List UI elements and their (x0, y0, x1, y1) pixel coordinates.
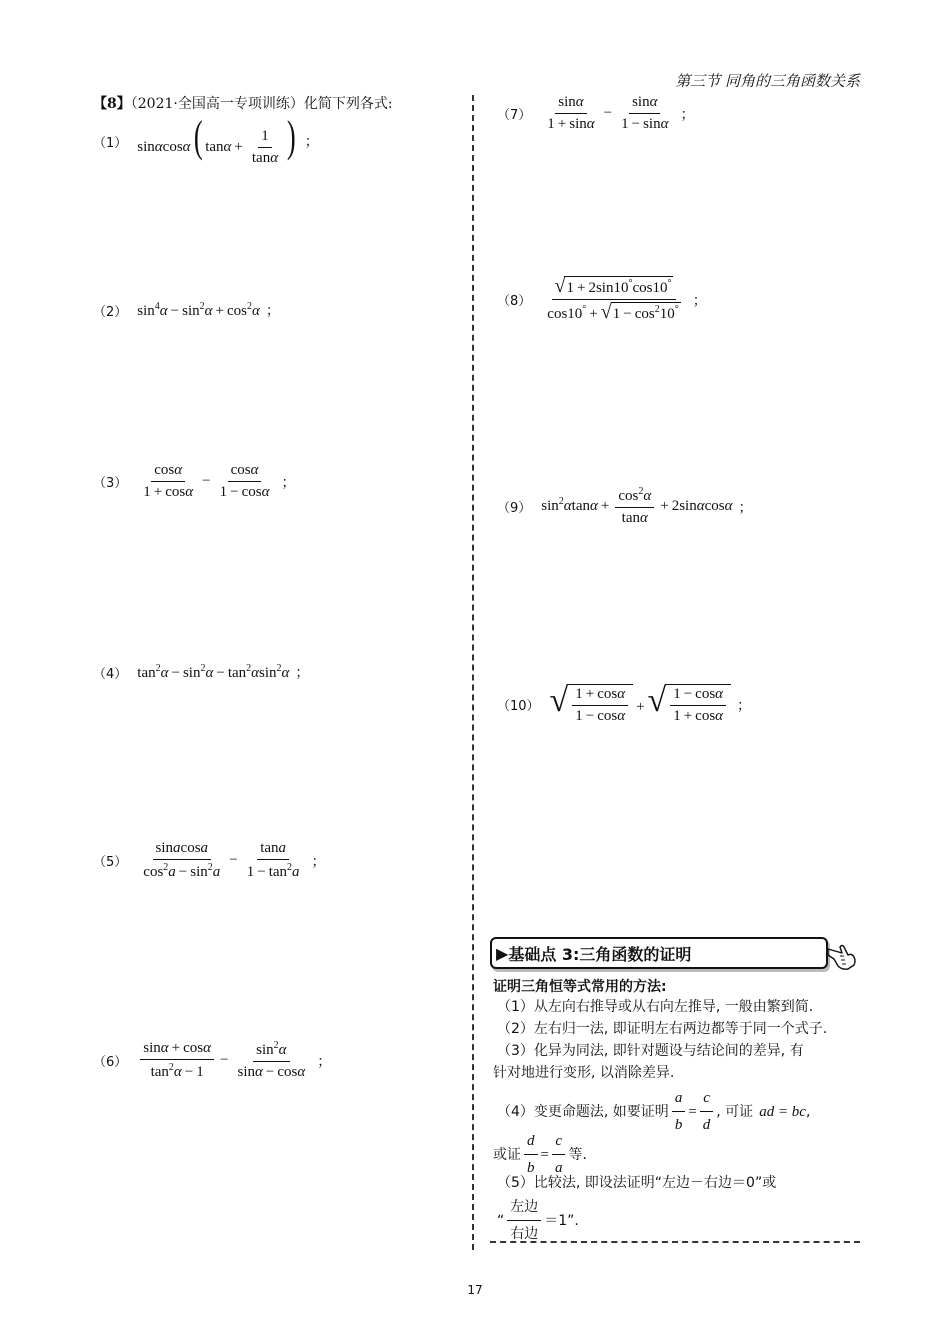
problem-heading (93, 93, 393, 113)
method-4-cont: 或证 $\frac{d}{b}$ = $\frac{c}{a}$ 等. (493, 1130, 587, 1179)
exercise-6: （6） $\frac{\sin\alpha + \cos\alpha}{\tan^2\alpha - 1}$ − $\frac{\sin^2\alpha}{\sin\alpha - \cos\alpha}$ ； (93, 1040, 332, 1080)
exercise-1: （1） sinαcosα( tanα + $\frac{1}{\tan\alpha}$ ) ； (93, 112, 319, 167)
exercise-3: （3） $\frac{\cos\alpha}{1 + \cos\alpha}$ − $\frac{\cos\alpha}{1 - \cos\alpha}$ ； (93, 462, 296, 500)
method-1: （1）从左向右推导或从右向左推导, 一般由繁到简. (497, 999, 814, 1015)
exercise-label: （6） (93, 1055, 128, 1070)
exercise-label: （4） (93, 666, 128, 682)
exercise-label: （8） (497, 294, 532, 309)
formula: $\sin^2\alpha\tan\alpha$ + $\frac{\cos^2\alpha}{\tan\alpha}$ + 2sinαcosα (541, 486, 733, 526)
formula: $\frac{\sin\alpha}{1 + \sin\alpha}$ − $\frac{\sin\alpha}{1 - \sin\alpha}$ (547, 94, 669, 132)
problem-instruction: 化简下列各式: (303, 96, 393, 112)
formula: $\frac{\sin\alpha + \cos\alpha}{\tan^2\alpha - 1}$ − $\frac{\sin^2\alpha}{\sin\alpha - \cos\alpha}$ (137, 1040, 311, 1081)
exercise-label: （9） (497, 501, 532, 516)
method-3: （3）化异为同法, 即针对题设与结论间的差异, 有 (497, 1043, 804, 1059)
exercise-label: （3） (93, 476, 128, 491)
section-header: 第三节 同角的三角函数关系 (675, 72, 860, 90)
exercise-5: （5） $\frac{\text{sinacosa}}{\cos^2a - \sin^2a}$ − $\frac{\tan a}{1 - \tan^2a}$ ； (93, 840, 326, 880)
exercise-7: （7） $\frac{\sin\alpha}{1 + \sin\alpha}$ − $\frac{\sin\alpha}{1 - \sin\alpha}$ ； (497, 94, 695, 132)
exercise-label: （1） (93, 135, 128, 151)
pointing-hand-icon (826, 941, 860, 971)
exercise-label: （5） (93, 855, 128, 870)
column-divider (472, 95, 474, 1250)
formula: $\frac{\cos\alpha}{1 + \cos\alpha}$ − $\frac{\cos\alpha}{1 - \cos\alpha}$ (143, 462, 270, 500)
section-title-box (490, 937, 828, 969)
formula: $\frac{\text{sinacosa}}{\cos^2a - \sin^2a}$ − $\frac{\tan a}{1 - \tan^2a}$ (143, 840, 300, 880)
section-bottom-divider (490, 1241, 860, 1243)
formula: sinαcosα( tanα + $\frac{1}{\tan\alpha}$ ) (137, 112, 296, 167)
method-5: （5）比较法, 即设法证明“左边－右边＝0”或 (497, 1175, 777, 1191)
exercise-label: （7） (497, 108, 532, 123)
exercise-2: （2） $\sin^4\alpha - \sin^2\alpha + \cos^2\alpha$ ； (93, 300, 280, 320)
exercise-8: （8） √ 1 + 2sin10°cos10° cos10° + √ $1 - \cos^210^\circ$ ； (497, 275, 707, 323)
formula: √ 1 + 2sin10°cos10° cos10° + √ $1 - \cos^210^\circ$ (547, 275, 679, 323)
exercise-label: （10） (497, 699, 540, 714)
exercise-10: （10） √ $\frac{1 + \cos\alpha}{1 - \cos\alpha}$ + √ $\frac{1 - \cos\alpha}{1 + \cos\alpha}$ ； (497, 682, 752, 724)
method-2: （2）左右归一法, 即证明左右两边都等于同一个式子. (497, 1021, 828, 1037)
exercise-9: （9） $\sin^2\alpha\tan\alpha$ + $\frac{\cos^2\alpha}{\tan\alpha}$ + 2sinαcosα ； (497, 486, 753, 526)
triangle-marker-icon: ▶ (496, 943, 509, 963)
formula: $\sin^4\alpha - \sin^2\alpha + \cos^2\alpha$ (137, 300, 260, 319)
page-number: 17 (467, 1283, 483, 1297)
formula: $\tan^2\alpha - \sin^2\alpha - \tan^2\alpha\sin^2\alpha$ (137, 662, 290, 681)
exercise-label: （2） (93, 304, 128, 320)
method-5-cont: “ $\frac{\text{左边}}{\text{右边}}$ ＝1”. (497, 1196, 579, 1245)
problem-number: 【8】 (93, 96, 131, 112)
exercise-4: （4） $\tan^2\alpha - \sin^2\alpha - \tan^2\alpha\sin^2\alpha$ ； (93, 662, 310, 682)
method-4: （4）变更命题法, 如要证明 $\frac{a}{b}$ = $\frac{c}{d}$ , 可证 ad = bc , (497, 1087, 810, 1136)
section-title: 基础点 3:三角函数的证明 (508, 944, 692, 964)
problem-source: （2021·全国高一专项训练） (130, 96, 304, 112)
methods-title: 证明三角恒等式常用的方法: (493, 979, 667, 995)
formula: √ $\frac{1 + \cos\alpha}{1 - \cos\alpha}$ + √ $\frac{1 - \cos\alpha}{1 + \cos\alpha}$ (550, 684, 732, 725)
method-3-cont: 针对地进行变形, 以消除差异. (493, 1065, 675, 1081)
